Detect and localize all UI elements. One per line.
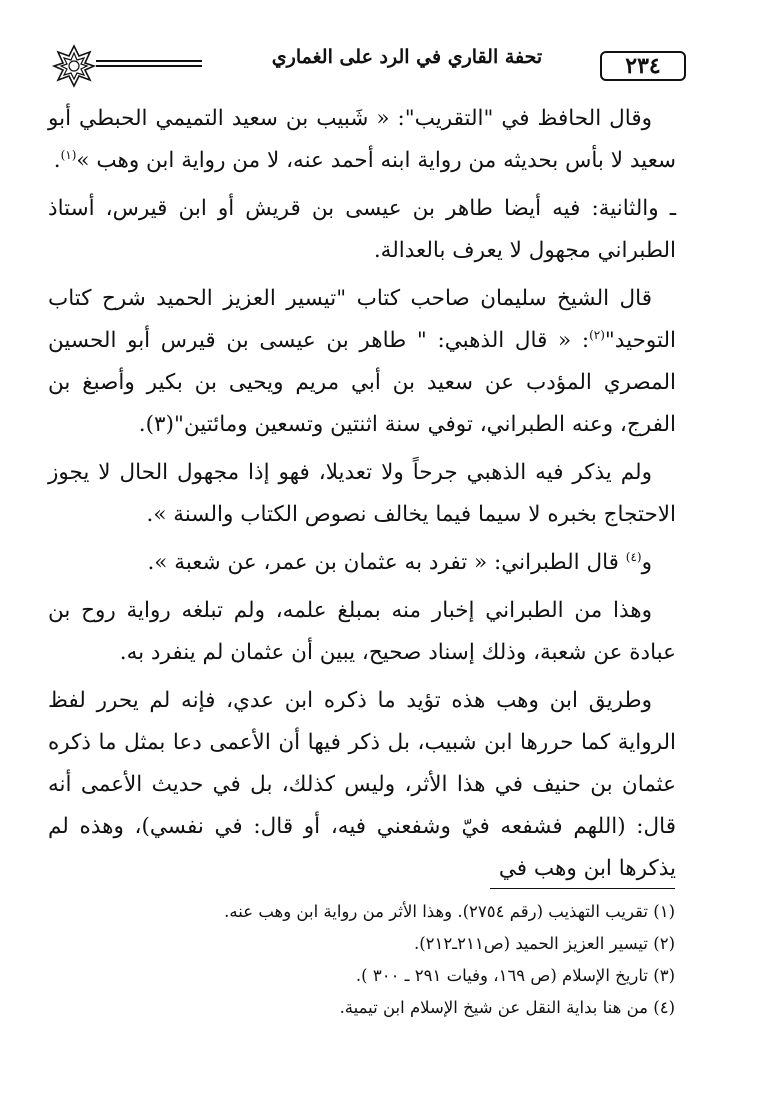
paragraph-text: ولم يذكر فيه الذهبي جرحاً ولا تعديلا، فهو إذا مجهول الحال لا يجوز الاحتجاج بخبره لا سيما فيما يخالف نصوص الكتاب والسنة ». <box>48 460 676 527</box>
paragraph <box>48 278 676 446</box>
paragraph-text: وطريق ابن وهب هذه تؤيد ما ذكره ابن عدي، فإنه لم يحرر لفظ الرواية كما حررها ابن شبيب، بل ذكر فيها أن الأعمى دعا بمثل ما ذكره عثمان بن حنيف في هذا الأثر، وليس كذلك، بل في حديث الأعمى أنه قال: (اللهم فشفعه فيّ وشفعني فيه، أو قال: في نفسي)، وهذه لم يذكرها ابن وهب في <box>48 688 676 881</box>
paragraph <box>48 452 676 536</box>
footnote-marker: (٤) <box>625 549 642 564</box>
paragraph-tail: . <box>53 148 61 173</box>
paragraph-text: قال الشيخ سليمان صاحب كتاب "تيسير العزيز الحميد شرح كتاب التوحيد" <box>48 286 676 353</box>
footnote-marker: (٢) <box>589 327 605 342</box>
paragraph <box>48 98 676 182</box>
paragraph-tail: : « قال الذهبي: " طاهر بن عيسى بن قيرس أبو الحسين المصري المؤدب عن سعيد بن أبي مريم ويحيى بن بكير وأصبغ بن الفرج، وعنه الطبراني، توفي سنة اثنتين وتسعين ومائتين"(٣). <box>48 328 676 437</box>
paragraph <box>48 542 676 584</box>
footnotes <box>150 896 675 1024</box>
paragraph-text: و <box>641 550 652 575</box>
footnote: (١) تقريب التهذيب (رقم ٢٧٥٤). وهذا الأثر من رواية ابن وهب عنه. <box>224 902 675 921</box>
running-title: تحفة القاري في الرد على الغماري <box>202 46 612 68</box>
footnote: (٤) من هنا بداية النقل عن شيخ الإسلام ابن تيمية. <box>339 998 675 1017</box>
paragraph <box>48 188 676 272</box>
footnote: (٣) تاريخ الإسلام (ص ١٦٩، وفيات ٢٩١ ـ ٣٠٠ ). <box>355 966 675 985</box>
main-text <box>48 98 676 896</box>
page-number: ٢٣٤ <box>600 51 686 81</box>
paragraph-tail: قال الطبراني: « تفرد به عثمان بن عمر، عن شعبة ». <box>147 550 626 575</box>
star-ornament-icon <box>52 44 96 88</box>
paragraph-text: وقال الحافظ في "التقريب": « شَبيب بن سعيد التميمي الحبطي أبو سعيد لا بأس بحديثه من رواية ابنه أحمد عنه، لا من رواية ابن وهب » <box>48 106 676 173</box>
paragraph-text: وهذا من الطبراني إخبار منه بمبلغ علمه، ولم تبلغه رواية روح بن عبادة عن شعبة، وذلك إسناد صحيح، يبين أن عثمان لم ينفرد به. <box>48 598 676 665</box>
footnote-marker: (١) <box>60 147 77 162</box>
paragraph <box>48 680 676 890</box>
paragraph-text: ـ والثانية: فيه أيضا طاهر بن عيسى بن قريش أو ابن قيرس، أستاذ الطبراني مجهول لا يعرف بالعدالة. <box>48 196 676 263</box>
footnote-separator <box>490 888 675 889</box>
page-header <box>52 40 672 90</box>
paragraph <box>48 590 676 674</box>
footnote: (٢) تيسير العزيز الحميد (ص٢١١ـ٢١٢). <box>413 934 675 953</box>
